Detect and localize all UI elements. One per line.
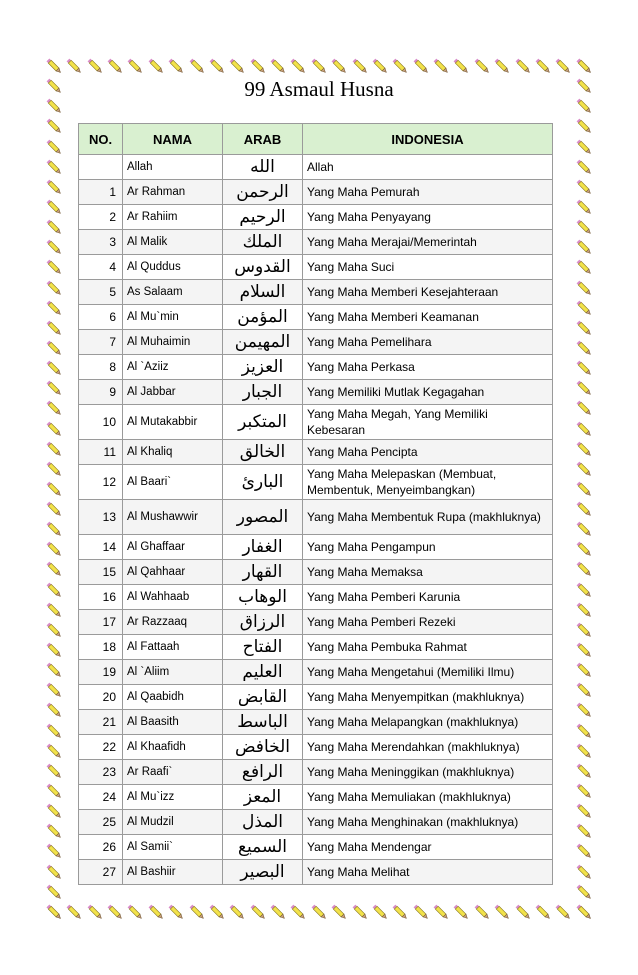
table-row [79,255,553,280]
cell-arab: الرافع [223,760,303,785]
cell-indonesia: Yang Maha Pembuka Rahmat [303,635,553,660]
pencil-icon [44,137,64,157]
pencil-icon [44,257,64,277]
pencil-icon [492,56,512,76]
cell-nama: Al Muhaimin [123,330,223,355]
cell-nama: Al Jabbar [123,380,223,405]
cell-arab: الخافض [223,735,303,760]
cell-arab: العزيز [223,355,303,380]
cell-indonesia: Yang Maha Memberi Keamanan [303,305,553,330]
cell-no: 24 [79,785,123,810]
cell-no: 1 [79,180,123,205]
pencil-icon [268,56,288,76]
pencil-icon [451,56,471,76]
pencil-icon [44,56,64,76]
table-row [79,585,553,610]
cell-nama: Ar Rahiim [123,205,223,230]
cell-nama: Allah [123,155,223,180]
cell-indonesia: Yang Maha Megah, Yang Memiliki Kebesaran [303,405,553,440]
pencil-icon [227,56,247,76]
cell-nama: Al Ghaffaar [123,535,223,560]
pencil-icon [44,358,64,378]
pencil-icon [574,660,594,680]
pencil-icon [44,600,64,620]
cell-nama: Al `Aliim [123,660,223,685]
cell-indonesia: Yang Maha Suci [303,255,553,280]
cell-indonesia: Yang Maha Memuliakan (makhluknya) [303,785,553,810]
pencil-icon [227,902,247,922]
cell-nama: Al Baari` [123,465,223,500]
cell-indonesia: Yang Maha Mengetahui (Memiliki Ilmu) [303,660,553,685]
header-no: NO. [79,124,123,155]
pencil-icon [44,237,64,257]
cell-indonesia: Yang Maha Pemberi Rezeki [303,610,553,635]
cell-indonesia: Yang Maha Pencipta [303,440,553,465]
cell-nama: Al Mu`min [123,305,223,330]
pencil-icon [574,902,594,922]
cell-indonesia: Yang Maha Merajai/Memerintah [303,230,553,255]
cell-no: 10 [79,405,123,440]
cell-nama: Al Mushawwir [123,500,223,535]
cell-nama: Al Mu`izz [123,785,223,810]
pencil-icon [574,620,594,640]
pencil-icon [44,479,64,499]
cell-indonesia: Yang Maha Pengampun [303,535,553,560]
cell-no: 19 [79,660,123,685]
pencil-icon [44,499,64,519]
pencil-icon [574,56,594,76]
cell-indonesia: Yang Maha Melepaskan (Membuat, Membentuk, Menyeimbangkan) [303,465,553,500]
pencil-icon [574,197,594,217]
pencil-icon [44,781,64,801]
pencil-icon [574,439,594,459]
pencil-icon [574,157,594,177]
pencil-icon [574,721,594,741]
table-row [79,810,553,835]
cell-arab: السميع [223,835,303,860]
pencil-icon [44,801,64,821]
cell-arab: المؤمن [223,305,303,330]
cell-indonesia: Yang Maha Melapangkan (makhluknya) [303,710,553,735]
pencil-icon [574,700,594,720]
cell-arab: الرزاق [223,610,303,635]
pencil-icon [553,902,573,922]
pencil-icon [574,499,594,519]
cell-nama: Al Qahhaar [123,560,223,585]
pencil-icon [431,56,451,76]
cell-nama: Al Mutakabbir [123,405,223,440]
pencil-icon [574,56,594,76]
pencil-icon [248,56,268,76]
table-row [79,635,553,660]
pencil-icon [574,741,594,761]
pencil-icon [472,56,492,76]
pencil-icon [207,56,227,76]
table-row [79,860,553,885]
header-nama: NAMA [123,124,223,155]
pencil-icon [574,902,594,922]
cell-no: 4 [79,255,123,280]
cell-arab: العليم [223,660,303,685]
pencil-icon [125,56,145,76]
cell-nama: Ar Razzaaq [123,610,223,635]
pencil-icon [44,197,64,217]
pencil-icon [44,459,64,479]
table-header-row [79,124,553,155]
table-row [79,305,553,330]
pencil-icon [44,217,64,237]
pencil-icon [574,318,594,338]
pencil-icon [146,56,166,76]
table-row [79,230,553,255]
cell-arab: الباسط [223,710,303,735]
pencil-icon [574,761,594,781]
pencil-icon [411,56,431,76]
pencil-icon [44,902,64,922]
cell-nama: Al `Aziiz [123,355,223,380]
cell-no: 23 [79,760,123,785]
pencil-icon [574,680,594,700]
cell-no: 6 [79,305,123,330]
pencil-icon [44,378,64,398]
pencil-icon [574,137,594,157]
table-row [79,280,553,305]
cell-arab: الرحمن [223,180,303,205]
cell-indonesia: Yang Maha Merendahkan (makhluknya) [303,735,553,760]
table-row [79,440,553,465]
cell-no: 22 [79,735,123,760]
pencil-icon [574,298,594,318]
cell-arab: المتكبر [223,405,303,440]
table-row [79,205,553,230]
cell-no: 7 [79,330,123,355]
cell-arab: البصير [223,860,303,885]
pencil-icon [44,741,64,761]
pencil-icon [492,902,512,922]
table-row [79,155,553,180]
table-row [79,685,553,710]
cell-arab: الرحيم [223,205,303,230]
cell-no: 8 [79,355,123,380]
pencil-icon [513,902,533,922]
pencil-icon [574,801,594,821]
pencil-icon [533,56,553,76]
pencil-border-right [574,56,594,922]
pencil-icon [207,902,227,922]
pencil-icon [288,902,308,922]
pencil-icon [513,56,533,76]
cell-no: 13 [79,500,123,535]
cell-arab: المهيمن [223,330,303,355]
pencil-icon [574,600,594,620]
pencil-icon [350,56,370,76]
table-row [79,835,553,860]
pencil-icon [44,700,64,720]
cell-arab: الجبار [223,380,303,405]
cell-nama: Al Quddus [123,255,223,280]
cell-nama: Ar Raafi` [123,760,223,785]
pencil-icon [309,56,329,76]
cell-nama: Al Khaafidh [123,735,223,760]
pencil-icon [370,56,390,76]
pencil-icon [44,580,64,600]
cell-arab: البارئ [223,465,303,500]
cell-arab: المصور [223,500,303,535]
pencil-icon [44,761,64,781]
pencil-icon [187,56,207,76]
cell-nama: As Salaam [123,280,223,305]
pencil-icon [187,902,207,922]
cell-no: 20 [79,685,123,710]
pencil-icon [44,680,64,700]
pencil-icon [44,298,64,318]
cell-no: 17 [79,610,123,635]
pencil-icon [85,56,105,76]
table-row [79,660,553,685]
pencil-icon [574,278,594,298]
cell-nama: Al Qaabidh [123,685,223,710]
pencil-icon [574,640,594,660]
table-row [79,610,553,635]
cell-indonesia: Yang Maha Penyayang [303,205,553,230]
pencil-icon [44,56,64,76]
pencil-border-left [44,56,64,922]
pencil-icon [574,237,594,257]
pencil-icon [44,398,64,418]
cell-no: 27 [79,860,123,885]
pencil-icon [553,56,573,76]
pencil-icon [44,539,64,559]
pencil-icon [574,821,594,841]
cell-no: 21 [79,710,123,735]
cell-indonesia: Yang Maha Membentuk Rupa (makhluknya) [303,500,553,535]
cell-arab: الخالق [223,440,303,465]
cell-indonesia: Yang Maha Menghinakan (makhluknya) [303,810,553,835]
cell-indonesia: Yang Maha Melihat [303,860,553,885]
pencil-icon [44,559,64,579]
cell-no: 2 [79,205,123,230]
pencil-icon [431,902,451,922]
table-row [79,465,553,500]
pencil-icon [105,56,125,76]
pencil-icon [574,338,594,358]
pencil-icon [105,902,125,922]
cell-indonesia: Yang Maha Menyempitkan (makhluknya) [303,685,553,710]
pencil-icon [44,157,64,177]
pencil-icon [411,902,431,922]
pencil-icon [574,459,594,479]
pencil-icon [85,902,105,922]
pencil-icon [574,257,594,277]
cell-no: 18 [79,635,123,660]
cell-no: 11 [79,440,123,465]
cell-nama: Al Mudzil [123,810,223,835]
pencil-icon [370,902,390,922]
table-body [79,155,553,885]
pencil-icon [574,862,594,882]
pencil-icon [329,902,349,922]
pencil-icon [44,177,64,197]
cell-indonesia: Allah [303,155,553,180]
cell-indonesia: Yang Memiliki Mutlak Kegagahan [303,380,553,405]
cell-arab: المذل [223,810,303,835]
pencil-icon [574,559,594,579]
pencil-icon [44,419,64,439]
pencil-icon [44,338,64,358]
cell-indonesia: Yang Maha Perkasa [303,355,553,380]
cell-indonesia: Yang Maha Memberi Kesejahteraan [303,280,553,305]
pencil-icon [574,217,594,237]
cell-nama: Al Khaliq [123,440,223,465]
cell-nama: Al Malik [123,230,223,255]
cell-nama: Al Samii` [123,835,223,860]
cell-no: 12 [79,465,123,500]
pencil-icon [329,56,349,76]
page-title: 99 Asmaul Husna [244,77,394,101]
pencil-icon [125,902,145,922]
pencil-icon [574,882,594,902]
pencil-icon [574,519,594,539]
cell-nama: Al Fattaah [123,635,223,660]
cell-nama: Al Wahhaab [123,585,223,610]
pencil-icon [44,318,64,338]
cell-nama: Al Baasith [123,710,223,735]
table-row [79,785,553,810]
pencil-icon [248,902,268,922]
pencil-icon [390,56,410,76]
cell-indonesia: Yang Maha Pemurah [303,180,553,205]
pencil-icon [44,660,64,680]
cell-arab: القدوس [223,255,303,280]
pencil-icon [574,177,594,197]
cell-arab: الملك [223,230,303,255]
pencil-icon [166,56,186,76]
pencil-icon [44,821,64,841]
pencil-icon [574,539,594,559]
cell-arab: الوهاب [223,585,303,610]
cell-indonesia: Yang Maha Mendengar [303,835,553,860]
cell-no: 25 [79,810,123,835]
pencil-icon [574,781,594,801]
table-row [79,710,553,735]
table-row [79,535,553,560]
cell-no: 26 [79,835,123,860]
asmaul-husna-table [78,123,553,885]
pencil-icon [533,902,553,922]
pencil-icon [574,580,594,600]
cell-no: 5 [79,280,123,305]
table-row [79,500,553,535]
pencil-border-bottom [44,902,594,922]
pencil-icon [64,56,84,76]
pencil-icon [472,902,492,922]
pencil-icon [574,116,594,136]
pencil-icon [64,902,84,922]
table-row [79,405,553,440]
cell-no: 14 [79,535,123,560]
cell-no: 9 [79,380,123,405]
cell-no: 16 [79,585,123,610]
pencil-icon [44,116,64,136]
cell-arab: الله [223,155,303,180]
cell-nama: Al Bashiir [123,860,223,885]
pencil-icon [44,882,64,902]
pencil-icon [44,620,64,640]
pencil-icon [44,902,64,922]
cell-nama: Ar Rahman [123,180,223,205]
pencil-icon [574,479,594,499]
pencil-icon [44,519,64,539]
pencil-icon [268,902,288,922]
pencil-icon [350,902,370,922]
table-row [79,180,553,205]
pencil-icon [44,278,64,298]
table-row [79,355,553,380]
header-arab: ARAB [223,124,303,155]
header-indonesia: INDONESIA [303,124,553,155]
table-row [79,560,553,585]
cell-arab: الغفار [223,535,303,560]
table-row [79,735,553,760]
pencil-icon [44,862,64,882]
cell-arab: القهار [223,560,303,585]
pencil-icon [390,902,410,922]
pencil-icon [44,439,64,459]
pencil-icon [166,902,186,922]
pencil-icon [574,358,594,378]
pencil-icon [309,902,329,922]
cell-indonesia: Yang Maha Meninggikan (makhluknya) [303,760,553,785]
pencil-border-top [44,56,594,76]
cell-no: 3 [79,230,123,255]
pencil-icon [44,721,64,741]
pencil-icon [146,902,166,922]
pencil-icon [44,841,64,861]
table-row [79,760,553,785]
pencil-icon [574,419,594,439]
cell-indonesia: Yang Maha Pemelihara [303,330,553,355]
pencil-icon [574,378,594,398]
cell-arab: السلام [223,280,303,305]
pencil-icon [451,902,471,922]
table-row [79,330,553,355]
cell-arab: المعز [223,785,303,810]
pencil-icon [288,56,308,76]
pencil-icon [574,841,594,861]
cell-no: 15 [79,560,123,585]
cell-indonesia: Yang Maha Memaksa [303,560,553,585]
cell-arab: الفتاح [223,635,303,660]
cell-no [79,155,123,180]
cell-arab: القابض [223,685,303,710]
pencil-icon [574,398,594,418]
cell-indonesia: Yang Maha Pemberi Karunia [303,585,553,610]
table-row [79,380,553,405]
pencil-icon [44,640,64,660]
